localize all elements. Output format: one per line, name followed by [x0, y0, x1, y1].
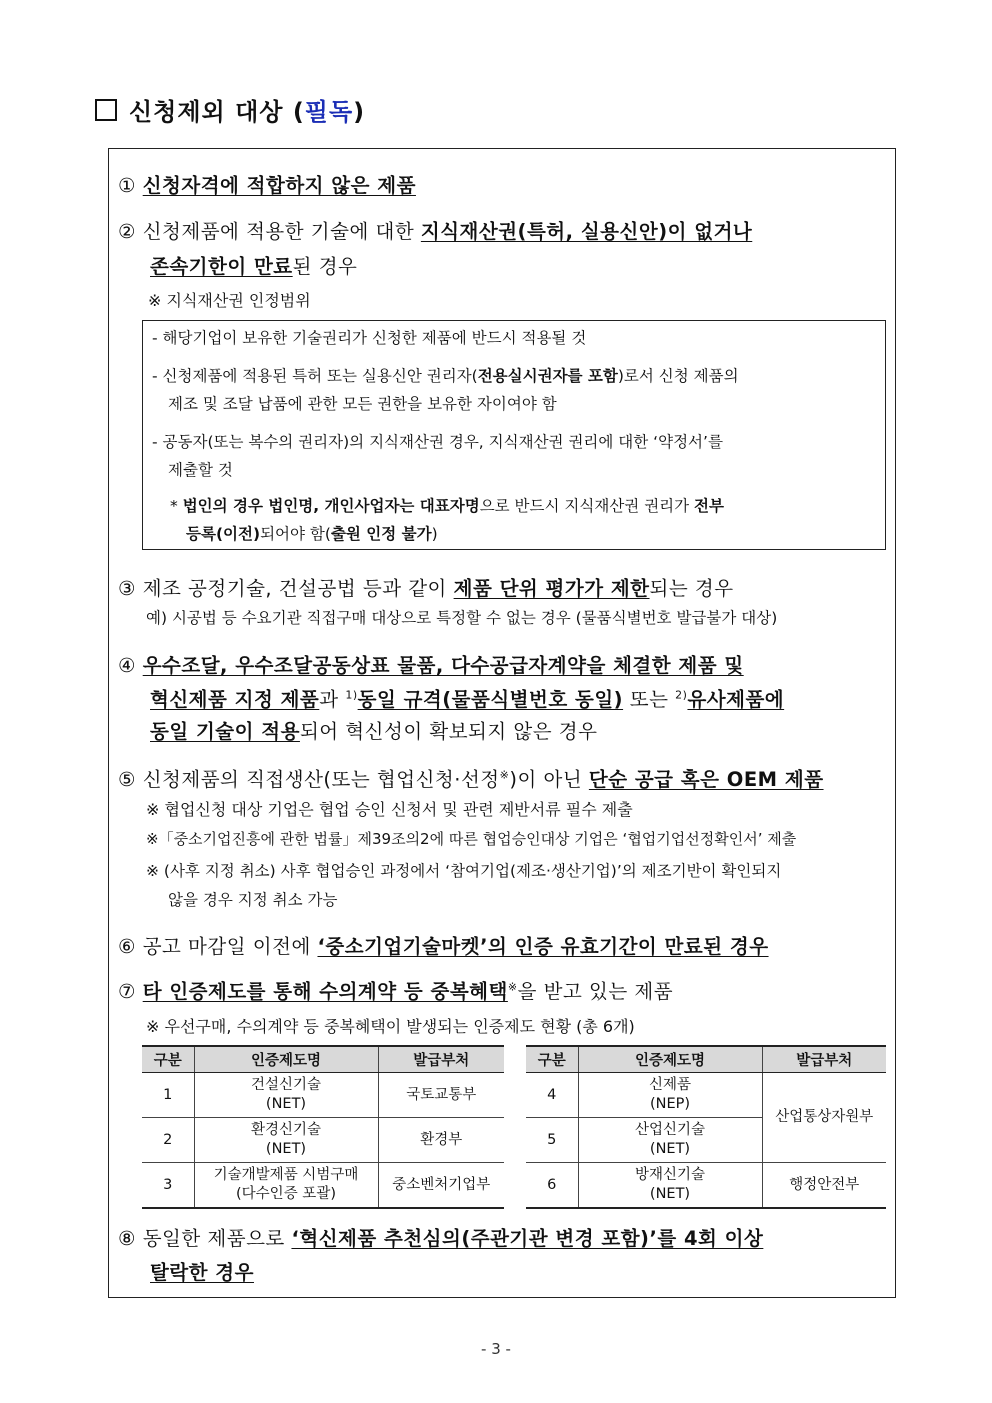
- checkbox-square-icon: [95, 99, 117, 121]
- box-line-5: 제출할 것: [168, 461, 233, 479]
- cert-table-right: [526, 1045, 886, 1209]
- col-header-dept: 발급부처: [762, 1046, 886, 1073]
- item-2-line2: 존속기한이 만료된 경우: [150, 255, 358, 278]
- col-header-no: 구분: [526, 1046, 578, 1073]
- cert-table-left: [142, 1045, 504, 1209]
- item-7-note: ※ 우선구매, 수의계약 등 중복혜택이 발생되는 인증제도 현황 (총 6개): [146, 1017, 635, 1036]
- item-6: ⑥ 공고 마감일 이전에 ‘중소기업기술마켓’의 인증 유효기간이 만료된 경우: [118, 935, 769, 958]
- item-5-note-3: ※ (사후 지정 취소) 사후 협업승인 과정에서 ‘참여기업(제조·생산기업)’의 제조기반이 확인되지: [146, 862, 782, 880]
- item-5: ⑤ 신청제품의 직접생산(또는 협업신청·선정※)이 아닌 단순 공급 혹은 OEM 제품: [118, 768, 824, 791]
- table-row: 1 건설신기술 (NET) 국토교통부: [142, 1073, 504, 1118]
- item-7: ⑦ 타 인증제도를 통해 수의계약 등 중복혜택※을 받고 있는 제품: [118, 980, 674, 1003]
- section-title: 신청제외 대상 (필독): [95, 92, 365, 127]
- item-2-note: ※ 지식재산권 인정범위: [148, 291, 311, 310]
- item-4-line3: 동일 기술이 적용되어 혁신성이 확보되지 않은 경우: [150, 720, 598, 743]
- page-number: - 3 -: [481, 1340, 511, 1358]
- col-header-name: 인증제도명: [194, 1046, 378, 1073]
- item-5-note-2: ※「중소기업진흥에 관한 법률」제39조의2에 따른 협업승인대상 기업은 ‘협업기업선정확인서’ 제출: [146, 830, 797, 848]
- item-4: ④ 우수조달, 우수조달공동상표 물품, 다수공급자계약을 체결한 제품 및: [118, 654, 744, 677]
- col-header-dept: 발급부처: [378, 1046, 504, 1073]
- item-5-note-1: ※ 협업신청 대상 기업은 협업 승인 신청서 및 관련 제반서류 필수 제출: [146, 800, 633, 819]
- table-row: 5 산업신기술 (NET): [526, 1118, 886, 1163]
- item-1: ① 신청자격에 적합하지 않은 제품: [118, 174, 416, 197]
- merged-dept-cell: 산업통상자원부: [762, 1073, 886, 1163]
- col-header-no: 구분: [142, 1046, 194, 1073]
- item-8: ⑧ 동일한 제품으로 ‘혁신제품 추천심의(주관기관 변경 포함)’를 4회 이상: [118, 1227, 764, 1250]
- table-row: 6 방재신기술 (NET) 행정안전부: [526, 1163, 886, 1209]
- must-read-label: 필독: [304, 98, 354, 126]
- table-row: 3 기술개발제품 시범구매 (다수인증 포괄) 중소벤처기업부: [142, 1163, 504, 1209]
- box-line-4: - 공동자(또는 복수의 권리자)의 지식재산권 경우, 지식재산권 권리에 대한 ‘약정서’를: [152, 433, 723, 451]
- box-line-7: 등록(이전)되어야 함(출원 인정 불가): [186, 525, 438, 543]
- box-line-3: 제조 및 조달 납품에 관한 모든 권한을 보유한 자이여야 함: [168, 395, 557, 413]
- box-line-2: - 신청제품에 적용된 특허 또는 실용신안 권리자(전용실시권자를 포함)로서 신청 제품의: [152, 367, 739, 385]
- box-line-6: * 법인의 경우 법인명, 개인사업자는 대표자명으로 반드시 지식재산권 권리가 전부: [170, 497, 724, 515]
- table-row: 4 신제품 (NEP) 산업통상자원부: [526, 1073, 886, 1118]
- item-2: ② 신청제품에 적용한 기술에 대한 지식재산권(특허, 실용신안)이 없거나: [118, 220, 753, 243]
- col-header-name: 인증제도명: [578, 1046, 762, 1073]
- item-5-note-4: 않을 경우 지정 취소 가능: [168, 891, 338, 909]
- item-3-example: 예) 시공법 등 수요기관 직접구매 대상으로 특정할 수 없는 경우 (물품식별번호 발급불가 대상): [146, 609, 778, 627]
- item-8-line2: 탈락한 경우: [150, 1261, 254, 1284]
- item-4-line2: 혁신제품 지정 제품과 $^{1)}$동일 규격(물품식별번호 동일) 또는 $^{2)}$유사제품에: [150, 688, 785, 711]
- item-3: ③ 제조 공정기술, 건설공법 등과 같이 제품 단위 평가가 제한되는 경우: [118, 577, 734, 600]
- box-line-1: - 해당기업이 보유한 기술권리가 신청한 제품에 반드시 적용될 것: [152, 329, 587, 347]
- table-row: 2 환경신기술 (NET) 환경부: [142, 1118, 504, 1163]
